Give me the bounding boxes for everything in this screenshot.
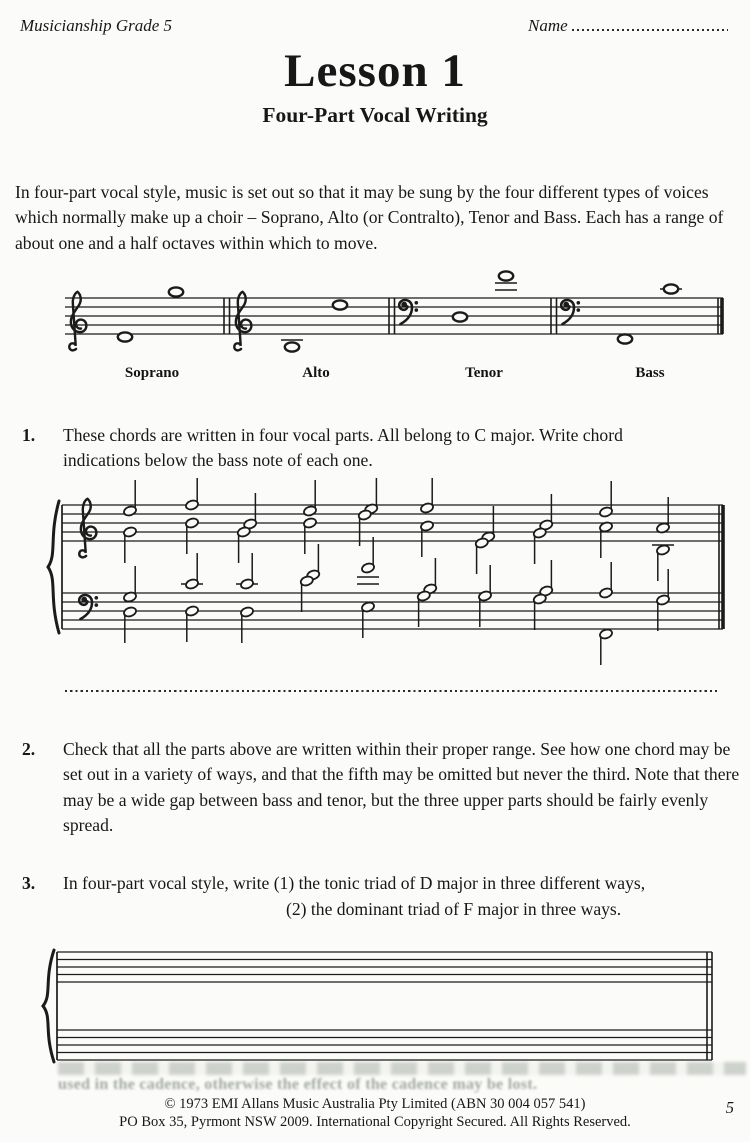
question-3-text-line1: In four-part vocal style, write (1) the tonic triad of D major in three different ways, <box>63 873 646 893</box>
intro-paragraph: In four-part vocal style, music is set out so that it may be sung by the four different types of voices which normally make up a choir – Soprano, Alto (or Contralto), Tenor and Bass. Each has a range of about one and a half octaves within which to move. <box>15 182 724 253</box>
page-showthrough-text: used in the cadence, otherwise the effect of the cadence may be lost. <box>58 1076 538 1093</box>
copyright-line-2: PO Box 35, Pyrmont NSW 2009. International Copyright Secured. All Rights Reserved. <box>119 1113 631 1130</box>
question-2 <box>22 737 742 839</box>
copyright-footer <box>0 1096 750 1131</box>
booklet-title: Musicianship Grade 5 <box>20 16 173 35</box>
svg-text:Alto: Alto <box>302 365 330 381</box>
question-1 <box>22 423 684 474</box>
question-1-text: These chords are written in four vocal parts. All belong to C major. Write chord indications below the bass note of each one. <box>63 425 623 471</box>
question-3-number: 3. <box>22 873 36 893</box>
answer-dotted-line <box>65 689 720 692</box>
svg-text:Soprano: Soprano <box>124 365 180 381</box>
svg-text:Bass: Bass <box>635 365 665 381</box>
blank-grand-staff <box>0 935 750 1075</box>
copyright-line-1: © 1973 EMI Allans Music Australia Pty Limited (ABN 30 004 057 541) <box>164 1096 586 1112</box>
page-title: Lesson 1 <box>284 45 466 97</box>
page-subtitle: Four-Part Vocal Writing <box>262 103 488 127</box>
name-label: Name <box>528 16 568 35</box>
page-showthrough-stripe <box>58 1062 746 1075</box>
question-2-text: Check that all the parts above are written within their proper range. See how one chord may be set out in a variety of ways, and that the fifth may be omitted but never the third. Note that there may be a wide gap between bass and tenor, but the three upper parts should be fairly evenly spread. <box>63 739 740 836</box>
name-field <box>528 16 732 36</box>
vocal-range-staff <box>0 255 750 390</box>
name-fill-line <box>572 18 728 31</box>
page-number: 5 <box>725 1098 734 1117</box>
question-3 <box>22 871 742 896</box>
question-3-text-line2: (2) the dominant triad of F major in three ways. <box>286 899 622 919</box>
question-2-number: 2. <box>22 739 36 759</box>
svg-text:Tenor: Tenor <box>465 365 503 381</box>
question-1-number: 1. <box>22 425 36 445</box>
chord-exercise-grand-staff <box>0 478 750 678</box>
